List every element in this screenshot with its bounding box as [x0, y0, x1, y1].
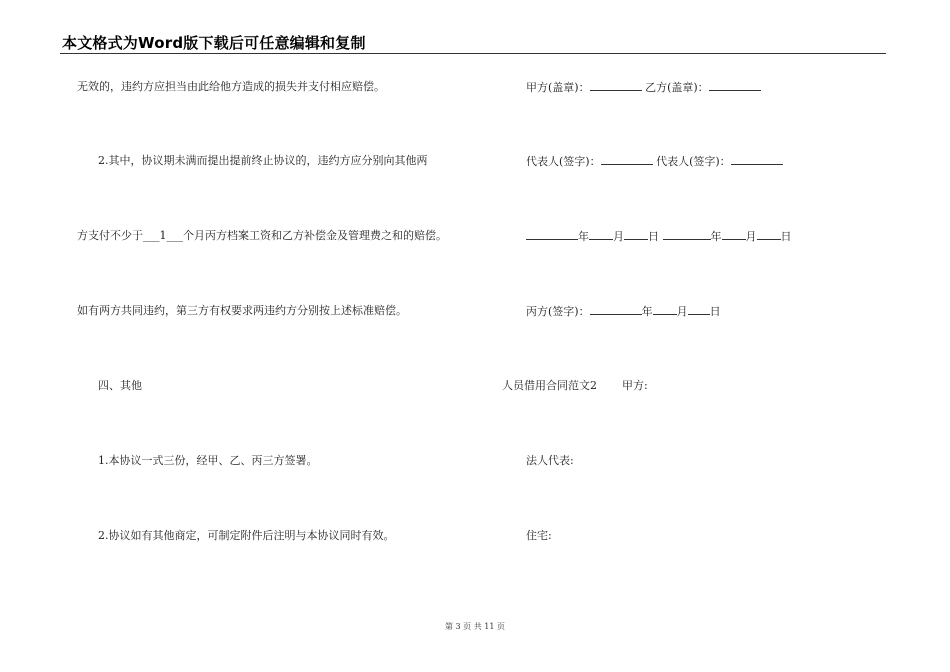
section-heading-other: 四、其他	[98, 379, 142, 392]
month-label-2: 月	[745, 230, 757, 243]
month-label-3: 月	[676, 305, 688, 318]
party-c-sign-label: 丙方(签字)：	[526, 305, 590, 318]
date-day-blank-1	[624, 229, 648, 240]
left-line-3-prefix: 方支付不少于	[77, 229, 143, 242]
date-month-blank-2	[722, 229, 746, 240]
left-line-3-suffix: 个月丙方档案工资和乙方补偿金及管理费之和的赔偿。	[183, 229, 447, 242]
date-year-blank-2	[663, 229, 711, 240]
party-c-year-blank	[590, 304, 642, 315]
left-line-1: 无效的，违约方应担当由此给他方造成的损失并支付相应赔偿。	[77, 80, 385, 93]
rep-sign-blank-1	[601, 154, 653, 165]
date-day-blank-2	[757, 229, 781, 240]
legal-rep-label: 法人代表:	[526, 454, 574, 467]
left-line-4: 如有两方共同违约，第三方有权要求两违约方分别按上述标准赔偿。	[77, 304, 407, 317]
rep-sign-label-2: 代表人(签字)：	[656, 155, 731, 168]
seal-line	[526, 80, 761, 95]
left-line-6: 1.本协议一式三份，经甲、乙、丙三方签署。	[98, 454, 318, 467]
party-c-sign-line	[526, 304, 721, 319]
rep-sign-blank-2	[731, 154, 783, 165]
party-c-month-blank	[653, 304, 677, 315]
year-label-3: 年	[641, 305, 653, 318]
party-a-label: 甲方:	[622, 379, 648, 392]
party-b-seal-label: 乙方(盖章)：	[645, 81, 709, 94]
left-line-7: 2.协议如有其他商定，可制定附件后注明与本协议同时有效。	[98, 529, 395, 542]
day-label-3: 日	[709, 305, 721, 318]
party-c-day-blank	[688, 304, 710, 315]
header-divider	[60, 53, 886, 54]
year-label-1: 年	[578, 230, 589, 243]
section-title-line	[502, 379, 648, 393]
party-a-seal-label: 甲方(盖章)：	[526, 81, 590, 94]
left-line-2: 2.其中，协议期未满而提出提前终止协议的，违约方应分别向其他两	[98, 154, 428, 167]
left-line-3	[77, 229, 447, 243]
representative-line	[526, 154, 783, 169]
month-label-1: 月	[613, 230, 624, 243]
day-label-1: 日	[648, 230, 659, 243]
party-a-seal-blank	[590, 80, 642, 91]
document-header-title: 本文格式为Word版下载后可任意编辑和复制	[62, 34, 366, 52]
rep-sign-label-1: 代表人(签字)：	[526, 155, 601, 168]
year-label-2: 年	[710, 230, 722, 243]
residence-label: 住宅:	[526, 529, 552, 542]
date-line	[526, 229, 792, 244]
party-b-seal-blank	[709, 80, 761, 91]
left-line-3-number: ___1___	[143, 229, 183, 242]
page-footer: 第 3 页 共 11 页	[445, 622, 505, 631]
section-title: 人员借用合同范文2	[502, 379, 597, 392]
day-label-2: 日	[780, 230, 792, 243]
date-month-blank-1	[589, 229, 613, 240]
date-year-blank-1	[526, 229, 578, 240]
